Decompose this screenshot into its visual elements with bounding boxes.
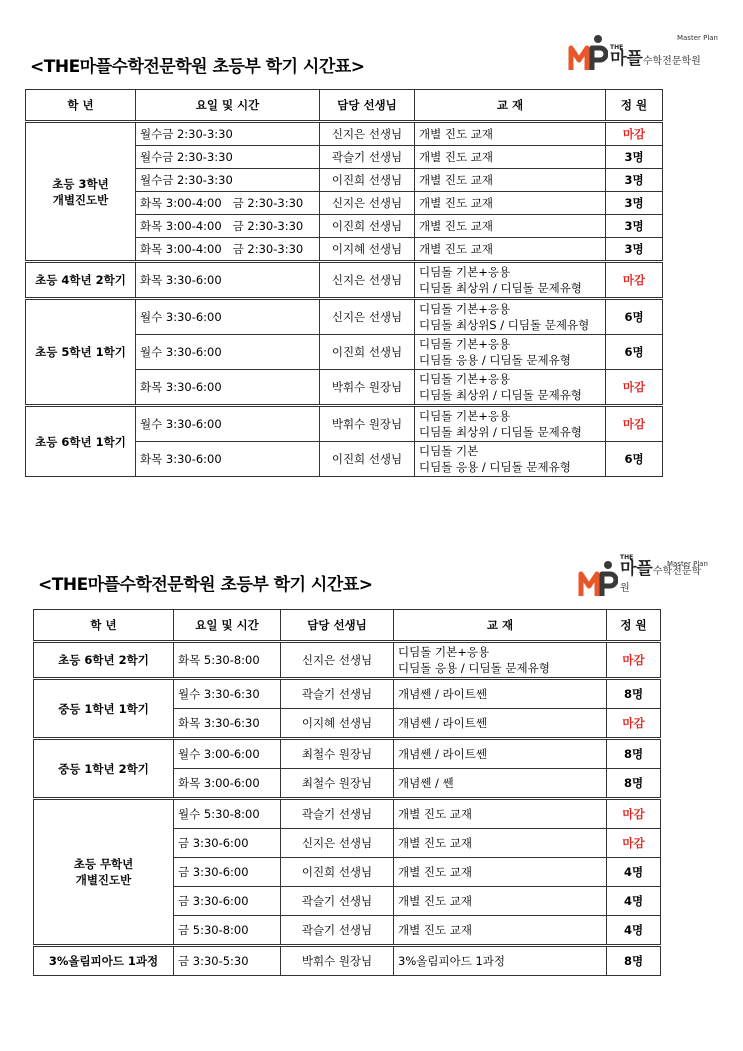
textbook-cell: 디딤돌 기본+응용 디딤돌 최상위S / 디딤돌 문제유형	[415, 299, 606, 335]
textbook-cell: 개별 진도 교재	[394, 829, 607, 858]
time-cell: 월수금 2:30-3:30	[136, 169, 320, 192]
capacity-cell: 6명	[606, 299, 663, 335]
textbook-cell: 개별 진도 교재	[415, 192, 606, 215]
textbook-cell: 개별 진도 교재	[415, 169, 606, 192]
teacher-cell: 박휘수 원장님	[320, 406, 415, 442]
schedule-section-1	[0, 0, 743, 500]
capacity-cell: 8명	[607, 679, 661, 709]
header-teacher: 담당 선생님	[281, 610, 394, 642]
time-cell: 화목 3:30-6:30	[174, 709, 281, 739]
header-textbook: 교 재	[394, 610, 607, 642]
logo-name: 마플	[610, 49, 643, 69]
textbook-cell: 개별 진도 교재	[394, 916, 607, 946]
time-cell: 금 5:30-8:00	[174, 916, 281, 946]
table-row	[34, 946, 661, 976]
header-grade: 학 년	[26, 90, 136, 122]
capacity-cell: 6명	[606, 335, 663, 370]
logo-the: THE	[620, 554, 634, 561]
textbook-cell: 개별 진도 교재	[415, 238, 606, 262]
textbook-cell: 개별 진도 교재	[394, 858, 607, 887]
teacher-cell: 곽슬기 선생님	[281, 916, 394, 946]
textbook-cell: 디딤돌 기본 디딤돌 응용 / 디딤돌 문제유형	[415, 442, 606, 477]
logo-the: THE	[610, 44, 624, 51]
teacher-cell: 이진희 선생님	[320, 215, 415, 238]
logo-mp-icon	[568, 34, 608, 68]
table-row	[34, 642, 661, 679]
capacity-cell: 3명	[606, 192, 663, 215]
teacher-cell: 신지은 선생님	[281, 642, 394, 679]
header-time: 요일 및 시간	[174, 610, 281, 642]
grade-cell: 3%올림피아드 1과정	[34, 946, 174, 976]
textbook-cell: 개념쎈 / 라이트쎈	[394, 679, 607, 709]
time-cell: 월수금 2:30-3:30	[136, 146, 320, 169]
capacity-cell: 8명	[607, 946, 661, 976]
teacher-cell: 이지혜 선생님	[281, 709, 394, 739]
time-cell: 화목 3:30-6:00	[136, 442, 320, 477]
academy-logo	[568, 28, 718, 68]
grade-cell: 초등 6학년 2학기	[34, 642, 174, 679]
time-cell: 화목 5:30-8:00	[174, 642, 281, 679]
header-capacity: 정 원	[607, 610, 661, 642]
time-cell: 월수 3:30-6:00	[136, 335, 320, 370]
capacity-cell: 4명	[607, 887, 661, 916]
time-cell: 월수 3:30-6:00	[136, 299, 320, 335]
textbook-cell: 개념쎈 / 라이트쎈	[394, 709, 607, 739]
grade-cell: 초등 5학년 1학기	[26, 299, 136, 406]
logo-name: 마플	[620, 559, 653, 579]
capacity-cell: 마감	[607, 709, 661, 739]
teacher-cell: 최철수 원장님	[281, 769, 394, 799]
capacity-cell: 마감	[606, 370, 663, 406]
schedule-title: <THE마플수학전문학원 초등부 학기 시간표>	[30, 57, 365, 77]
logo-sub: 수학전문학원	[620, 566, 702, 594]
academy-logo	[578, 554, 708, 594]
capacity-cell: 마감	[607, 642, 661, 679]
teacher-cell: 곽슬기 선생님	[281, 679, 394, 709]
capacity-cell: 마감	[607, 829, 661, 858]
table-row	[26, 262, 663, 299]
capacity-cell: 8명	[607, 739, 661, 769]
capacity-cell: 마감	[606, 122, 663, 146]
grade-cell: 초등 6학년 1학기	[26, 406, 136, 477]
logo-sub: 수학전문학원	[642, 56, 701, 67]
time-cell: 월수 3:00-6:00	[174, 739, 281, 769]
grade-cell: 초등 4학년 2학기	[26, 262, 136, 299]
textbook-cell: 3%올림피아드 1과정	[394, 946, 607, 976]
teacher-cell: 이진희 선생님	[320, 442, 415, 477]
time-cell: 금 3:30-6:00	[174, 829, 281, 858]
capacity-cell: 4명	[607, 916, 661, 946]
teacher-cell: 곽슬기 선생님	[281, 799, 394, 829]
textbook-cell: 디딤돌 기본+응용 디딤돌 응용 / 디딤돌 문제유형	[394, 642, 607, 679]
capacity-cell: 3명	[606, 169, 663, 192]
time-cell: 화목 3:00-6:00	[174, 769, 281, 799]
header-capacity: 정 원	[606, 90, 663, 122]
teacher-cell: 박휘수 원장님	[281, 946, 394, 976]
schedule-title: <THE마플수학전문학원 초등부 학기 시간표>	[38, 575, 373, 595]
teacher-cell: 곽슬기 선생님	[320, 146, 415, 169]
textbook-cell: 개념쎈 / 라이트쎈	[394, 739, 607, 769]
schedule-table	[25, 89, 663, 477]
time-cell: 금 3:30-5:30	[174, 946, 281, 976]
capacity-cell: 3명	[606, 146, 663, 169]
header-teacher: 담당 선생님	[320, 90, 415, 122]
teacher-cell: 신지은 선생님	[320, 122, 415, 146]
table-row	[26, 299, 663, 335]
table-row	[26, 406, 663, 442]
table-row	[34, 799, 661, 829]
time-cell: 금 3:30-6:00	[174, 887, 281, 916]
teacher-cell: 신지은 선생님	[320, 262, 415, 299]
teacher-cell: 이진희 선생님	[281, 858, 394, 887]
textbook-cell: 디딤돌 기본+응용 디딤돌 응용 / 디딤돌 문제유형	[415, 335, 606, 370]
teacher-cell: 신지은 선생님	[281, 829, 394, 858]
logo-english: Master Plan	[676, 34, 718, 42]
time-cell: 금 3:30-6:00	[174, 858, 281, 887]
teacher-cell: 박휘수 원장님	[320, 370, 415, 406]
textbook-cell: 개별 진도 교재	[415, 146, 606, 169]
time-cell: 화목 3:00-4:00 금 2:30-3:30	[136, 215, 320, 238]
textbook-cell: 디딤돌 기본+응용 디딤돌 최상위 / 디딤돌 문제유형	[415, 262, 606, 299]
teacher-cell: 신지은 선생님	[320, 192, 415, 215]
textbook-cell: 개별 진도 교재	[415, 215, 606, 238]
capacity-cell: 3명	[606, 215, 663, 238]
textbook-cell: 개념쎈 / 쎈	[394, 769, 607, 799]
schedule-section-2	[0, 540, 743, 1020]
teacher-cell: 이지혜 선생님	[320, 238, 415, 262]
time-cell: 화목 3:30-6:00	[136, 262, 320, 299]
time-cell: 화목 3:00-4:00 금 2:30-3:30	[136, 192, 320, 215]
table-row	[26, 122, 663, 146]
capacity-cell: 8명	[607, 769, 661, 799]
capacity-cell: 마감	[607, 799, 661, 829]
time-cell: 월수 3:30-6:00	[136, 406, 320, 442]
grade-cell: 중등 1학년 1학기	[34, 679, 174, 739]
time-cell: 화목 3:30-6:00	[136, 370, 320, 406]
logo-text	[610, 45, 701, 68]
grade-cell: 초등 3학년 개별진도반	[26, 122, 136, 262]
teacher-cell: 이진희 선생님	[320, 335, 415, 370]
header-time: 요일 및 시간	[136, 90, 320, 122]
teacher-cell: 최철수 원장님	[281, 739, 394, 769]
capacity-cell: 6명	[606, 442, 663, 477]
textbook-cell: 디딤돌 기본+응용 디딤돌 최상위 / 디딤돌 문제유형	[415, 370, 606, 406]
teacher-cell: 곽슬기 선생님	[281, 887, 394, 916]
header-textbook: 교 재	[415, 90, 606, 122]
time-cell: 화목 3:00-4:00 금 2:30-3:30	[136, 238, 320, 262]
capacity-cell: 3명	[606, 238, 663, 262]
time-cell: 월수금 2:30-3:30	[136, 122, 320, 146]
table-row	[34, 739, 661, 769]
textbook-cell: 개별 진도 교재	[415, 122, 606, 146]
teacher-cell: 신지은 선생님	[320, 299, 415, 335]
textbook-cell: 개별 진도 교재	[394, 887, 607, 916]
teacher-cell: 이진희 선생님	[320, 169, 415, 192]
header-grade: 학 년	[34, 610, 174, 642]
time-cell: 월수 3:30-6:30	[174, 679, 281, 709]
textbook-cell: 디딤돌 기본+응용 디딤돌 최상위 / 디딤돌 문제유형	[415, 406, 606, 442]
schedule-table	[33, 609, 661, 976]
capacity-cell: 마감	[606, 406, 663, 442]
capacity-cell: 4명	[607, 858, 661, 887]
textbook-cell: 개별 진도 교재	[394, 799, 607, 829]
time-cell: 월수 5:30-8:00	[174, 799, 281, 829]
table-row	[34, 679, 661, 709]
capacity-cell: 마감	[606, 262, 663, 299]
logo-mp-icon	[578, 560, 618, 594]
grade-cell: 중등 1학년 2학기	[34, 739, 174, 799]
logo-english: Master Plan	[666, 560, 708, 568]
grade-cell: 초등 무학년 개별진도반	[34, 799, 174, 946]
